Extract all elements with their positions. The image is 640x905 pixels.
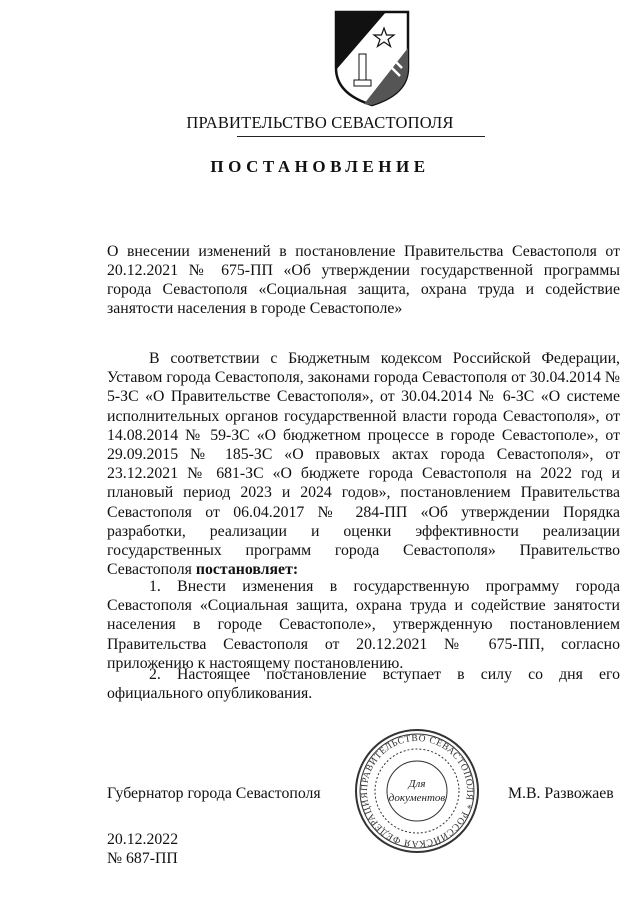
document-number: № 687-ПП (107, 850, 178, 867)
document-type-heading: ПОСТАНОВЛЕНИЕ (210, 157, 430, 176)
document-subject: О внесении изменений в постановление Правительства Севастополя от 20.12.2021 № 675-ПП «Об утверждении государственной программы города Севастополя «Социальная защита, охрана труда и содействие занятости населения в городе Севастополе» (107, 243, 620, 317)
official-stamp (353, 727, 481, 855)
document-date: 20.12.2022 (107, 831, 179, 848)
coat-of-arms-icon (330, 8, 414, 108)
preamble-keyword: постановляет: (195, 561, 299, 579)
stamp-outer-text: ПРАВИТЕЛЬСТВО СЕВАСТОПОЛЯ * РОССИЙСКАЯ ФЕДЕРАЦИЯ (359, 733, 475, 849)
preamble-paragraph (107, 349, 620, 579)
resolution-item-2: 2. Настоящее постановление вступает в силу со дня его официального опубликования. (107, 666, 620, 703)
resolution-item-1: 1. Внести изменения в государственную программу города Севастополя «Социальная защита, охрана труда и содействие занятости населения в городе Севастополе», утвержденную постановлением Правительства Севастополя от 20.12.2021 № 675-ПП, согласно приложению к настоящему постановлению. (107, 578, 620, 672)
organization-underline (237, 136, 485, 137)
signatory-title: Губернатор города Севастополя (107, 785, 321, 802)
preamble-text: В соответствии с Бюджетным кодексом Российской Федерации, Уставом города Севастополя, законами города Севастополя от 30.04.2014 № 5-ЗС «О Правительстве Севастополя», от 30.04.2014 № 6-ЗС «О системе исполнительных органов государственной власти города Севастополя», от 14.08.2014 № 59-ЗС «О бюджетном процессе в городе Севастополе», от 29.09.2015 № 185-ЗС «О правовых актах города Севастополя», от 23.12.2021 № 681-ЗС «О бюджете города Севастополя на 2022 год и плановый период 2023 и 2024 годов», постановлением Правительства Севастополя от 06.04.2017 № 284-ПП «Об утверждении Порядка разработки, реализации и оценки эффективности реализации государственных программ города Севастополя» Правительство Севастополя (107, 350, 620, 579)
document-date-number (107, 830, 178, 868)
organization-name: ПРАВИТЕЛЬСТВО СЕВАСТОПОЛЯ (186, 113, 454, 132)
stamp-center-line1: Для (408, 778, 426, 790)
stamp-center-line2: документов (388, 792, 446, 804)
signatory-name: М.В. Развожаев (508, 785, 614, 802)
